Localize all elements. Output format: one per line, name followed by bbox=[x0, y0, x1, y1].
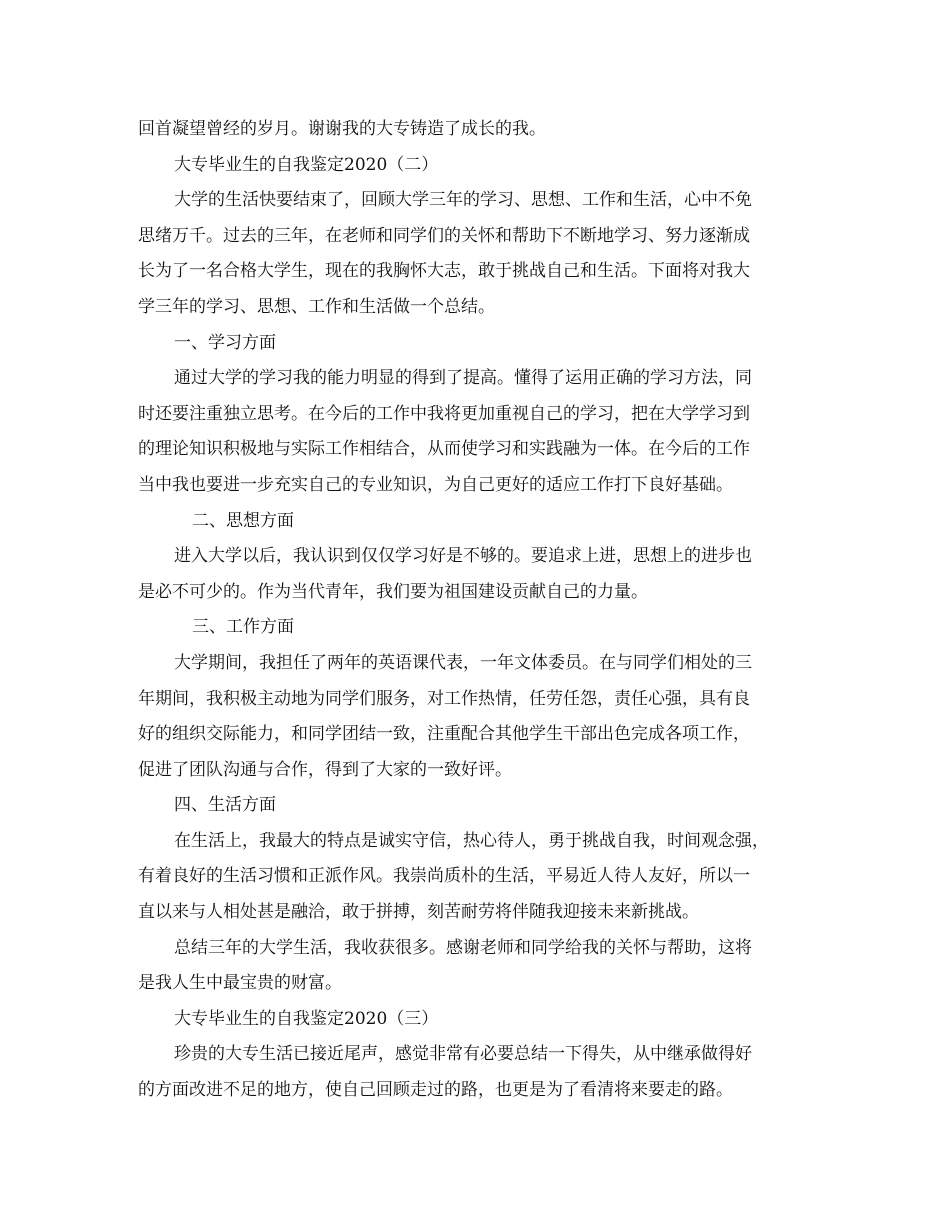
text-line: 有着良好的生活习惯和正派作风。我崇尚质朴的生活，平易近人待人友好，所以一 bbox=[138, 866, 750, 887]
text-line: 在生活上，我最大的特点是诚实守信，热心待人，勇于挑战自我，时间观念强， bbox=[174, 830, 769, 851]
text-line: 当中我也要进一步充实自己的专业知识，为自己更好的适应工作打下良好基础。 bbox=[138, 474, 733, 495]
text-line: 珍贵的大专生活已接近尾声，感觉非常有必要总结一下得失，从中继承做得好 bbox=[174, 1044, 752, 1065]
text-line: 学三年的学习、思想、工作和生活做一个总结。 bbox=[138, 296, 495, 317]
text-line: 是我人生中最宝贵的财富。 bbox=[138, 973, 342, 994]
text-line: 进入大学以后，我认识到仅仅学习好是不够的。要追求上进，思想上的进步也 bbox=[174, 546, 752, 567]
section-heading: 一、学习方面 bbox=[174, 332, 276, 353]
text-line: 好的组织交际能力，和同学团结一致，注重配合其他学生干部出色完成各项工作， bbox=[138, 724, 750, 745]
text-line: 是必不可少的。作为当代青年，我们要为祖国建设贡献自己的力量。 bbox=[138, 581, 648, 602]
section-heading: 三、工作方面 bbox=[192, 617, 294, 638]
text-line: 年期间，我积极主动地为同学们服务，对工作热情，任劳任怨，责任心强，具有良 bbox=[138, 688, 750, 709]
section-heading: 大专毕业生的自我鉴定2020（二） bbox=[174, 154, 439, 175]
text-line: 直以来与人相处甚是融洽，敢于拼搏，刻苦耐劳将伴随我迎接未来新挑战。 bbox=[138, 902, 699, 923]
text-line: 的方面改进不足的地方，使自己回顾走过的路，也更是为了看清将来要走的路。 bbox=[138, 1080, 733, 1101]
text-line: 思绪万千。过去的三年，在老师和同学们的关怀和帮助下不断地学习、努力逐渐成 bbox=[138, 225, 750, 246]
text-line: 促进了团队沟通与合作，得到了大家的一致好评。 bbox=[138, 759, 512, 780]
section-heading: 二、思想方面 bbox=[192, 510, 294, 531]
text-line: 大学期间，我担任了两年的英语课代表，一年文体委员。在与同学们相处的三 bbox=[174, 652, 752, 673]
text-line: 通过大学的学习我的能力明显的得到了提高。懂得了运用正确的学习方法，同 bbox=[174, 368, 752, 389]
text-line: 总结三年的大学生活，我收获很多。感谢老师和同学给我的关怀与帮助，这将 bbox=[174, 937, 752, 958]
text-line: 长为了一名合格大学生，现在的我胸怀大志，敢于挑战自己和生活。下面将对我大 bbox=[138, 261, 750, 282]
document-body bbox=[138, 112, 828, 1109]
section-heading: 大专毕业生的自我鉴定2020（三） bbox=[174, 1008, 439, 1029]
text-line: 回首凝望曾经的岁月。谢谢我的大专铸造了成长的我。 bbox=[138, 119, 546, 139]
section-heading: 四、生活方面 bbox=[174, 795, 276, 816]
text-line: 的理论知识积极地与实际工作相结合，从而使学习和实践融为一体。在今后的工作 bbox=[138, 439, 750, 460]
text-line: 时还要注重独立思考。在今后的工作中我将更加重视自己的学习，把在大学学习到 bbox=[138, 403, 750, 424]
text-line: 大学的生活快要结束了，回顾大学三年的学习、思想、工作和生活，心中不免 bbox=[174, 190, 752, 211]
